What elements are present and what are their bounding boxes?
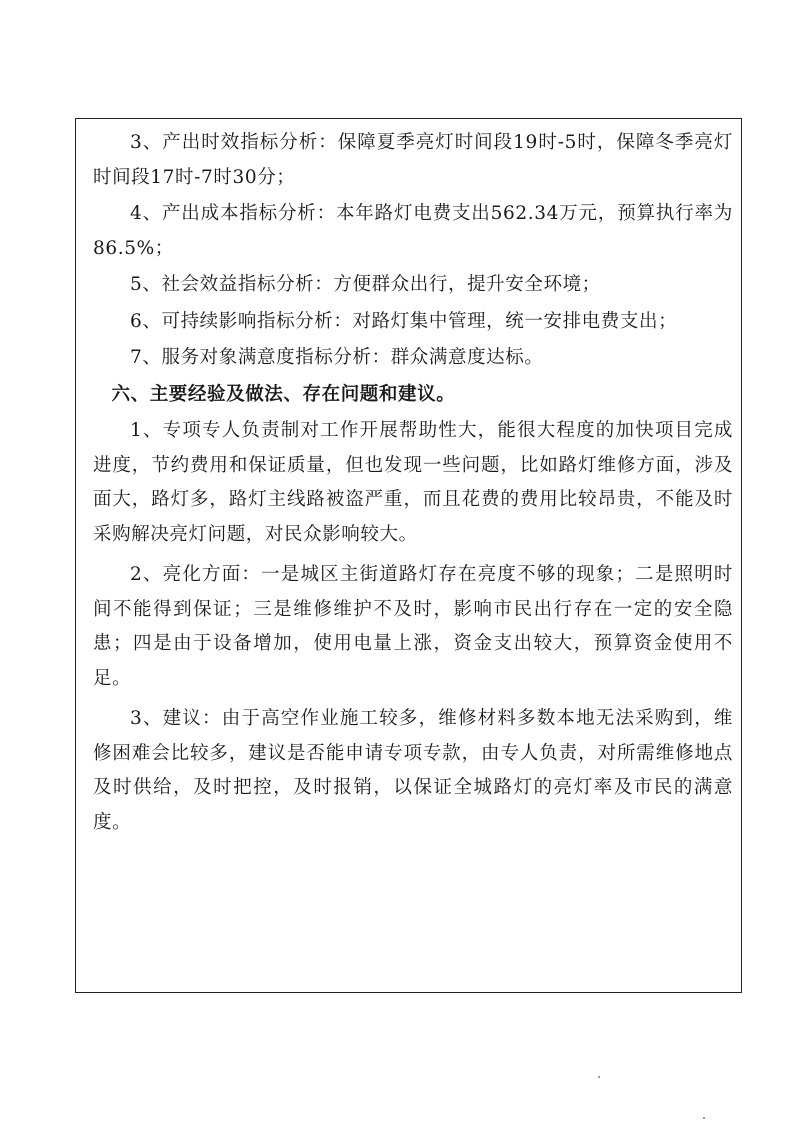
paragraph-social-benefit: 5、社会效益指标分析：方便群众出行，提升安全环境； [130, 274, 601, 295]
paragraph-suggestions: 3、建议：由于高空作业施工较多，维修材料多数本地无法采购到，维修困难会比较多，建议是否能申请专项专款，由专人负责，对所需维修地点及时供给，及时把控，及时报销，以保证全城路灯的亮灯率及市民的满意度。 [93, 708, 733, 833]
paragraph-sustainability: 6、可持续影响指标分析：对路灯集中管理，统一安排电费支出； [130, 310, 678, 332]
scan-speck [598, 1076, 600, 1078]
scan-speck [703, 1117, 705, 1119]
document-body [93, 126, 733, 840]
section-heading: 六、主要经验及做法、存在问题和建议。 [111, 383, 456, 405]
paragraph-output-timeliness: 3、产出时效指标分析：保障夏季亮灯时间段19时-5时，保障冬季亮灯时间段17时-7时30分； [93, 132, 733, 188]
paragraph-output-cost: 4、产出成本指标分析：本年路灯电费支出562.34万元，预算执行率为86.5%； [93, 203, 733, 259]
paragraph-experience: 1、专项专人负责制对工作开展帮助性大，能很大程度的加快项目完成进度，节约费用和保证质量，但也发现一些问题，比如路灯维修方面，涉及面大，路灯多，路灯主线路被盗严重，而且花费的费用比较昂贵，不能及时采购解决亮灯问题，对民众影响较大。 [93, 420, 733, 545]
paragraph-satisfaction: 7、服务对象满意度指标分析：群众满意度达标。 [130, 347, 544, 368]
paragraph-lighting-issues: 2、亮化方面：一是城区主街道路灯存在亮度不够的现象；二是照明时间不能得到保证；三是维修维护不及时，影响市民出行存在一定的安全隐患；四是由于设备增加，使用电量上涨，资金支出较大，预算资金使用不足。 [93, 564, 733, 689]
